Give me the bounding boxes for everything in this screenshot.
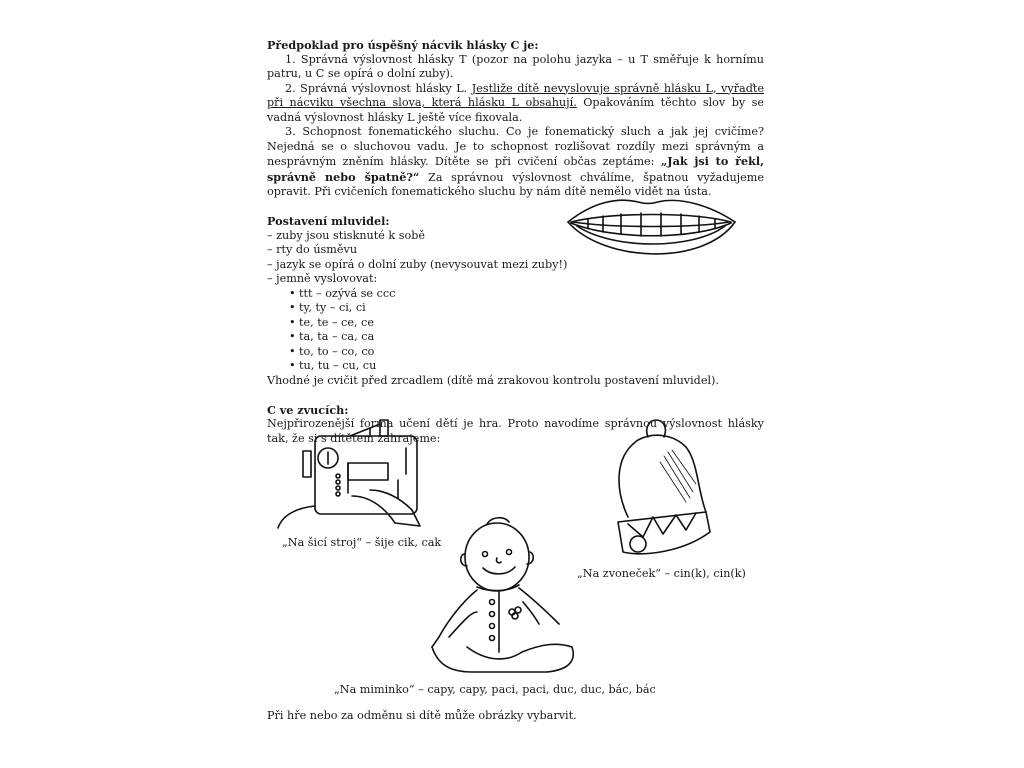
mouth-illustration (563, 192, 743, 272)
articulation-line: – rty do úsměvu (267, 243, 358, 256)
list-item: • ty, ty – ci, ci (289, 301, 764, 316)
bell-illustration (598, 412, 728, 562)
item-2-suffix: Opakováním těchto slov by se vadná výslovnost hlásky L ještě více fixovala. (267, 96, 764, 124)
sewing-machine-caption: „Na šicí stroj“ – šije cik, cak (282, 536, 442, 549)
section-heading-sounds: C ve zvucích: (267, 402, 349, 417)
sewing-machine-illustration (270, 418, 435, 533)
mirror-note: Vhodné je cvičit před zrcadlem (dítě má zrakovou kontrolu postavení mluvidel). (267, 373, 719, 387)
paragraph-item-2 (267, 82, 764, 126)
footer-note: Při hře nebo za odměnu si dítě může obrázky vybarvit. (267, 709, 577, 722)
paragraph-item-3 (267, 125, 764, 200)
item-3-suffix: Za správnou výslovnost chválíme, špatnou vyžadujeme opravit. Při cvičeních fonematického sluchu by nám dítě nemělo vidět na ústa. (267, 170, 764, 198)
bell-caption: „Na zvoneček“ – cin(k), cin(k) (577, 567, 746, 580)
baby-caption: „Na miminko“ – capy, capy, paci, paci, duc, duc, bác, bác (334, 683, 656, 696)
articulation-line: – zuby jsou stisknuté k sobě (267, 228, 426, 242)
item-2-underlined-warning: Jestliže dítě nevyslovuje správně hlásku L, vyřaďte při nácviku všechna slova, která hlásku L obsahují. (267, 81, 764, 109)
baby-illustration (427, 512, 617, 682)
list-item: • te, te – ce, ce (289, 316, 764, 331)
section-heading-articulation: Postavení mluvidel: (267, 214, 390, 228)
item-3-prefix: 3. Schopnost fonematického sluchu. Co je fonematický sluch a jak jej cvičíme? Nejedná se o sluchovou vadu. Je to schopnost rozlišovat rozdíly mezi správným a nesprávným zněním hlásky. Dítěte se při cvičení občas zeptáme: (267, 125, 764, 168)
item-2-prefix: 2. Správná výslovnost hlásky L. (285, 81, 472, 95)
item-3-question: „Jak jsi to řekl, správně nebo špatně?“ (267, 154, 764, 184)
list-item: • to, to – co, co (289, 345, 764, 360)
list-item: • tu, tu – cu, cu (289, 359, 764, 374)
articulation-line: – jazyk se opírá o dolní zuby (nevysouvat mezi zuby!) (267, 257, 568, 271)
sounds-intro: Nejpřirozenější forma učení dětí je hra. Proto navodíme správnou výslovnost hlásky tak, že si s dítětem zahrajeme: (267, 417, 764, 445)
list-item: • ta, ta – ca, ca (289, 330, 764, 345)
list-item: • ttt – ozývá se ccc (289, 287, 764, 302)
paragraph-item-1: 1. Správná výslovnost hlásky T (pozor na polohu jazyka – u T směřuje k hornímu patru, u C se opírá o dolní zuby). (267, 52, 764, 80)
section-heading-prerequisites: Předpoklad pro úspěšný nácvik hlásky C je: (267, 38, 539, 52)
syllable-list (267, 287, 764, 374)
articulation-line: – jemně vyslovovat: (267, 272, 378, 285)
